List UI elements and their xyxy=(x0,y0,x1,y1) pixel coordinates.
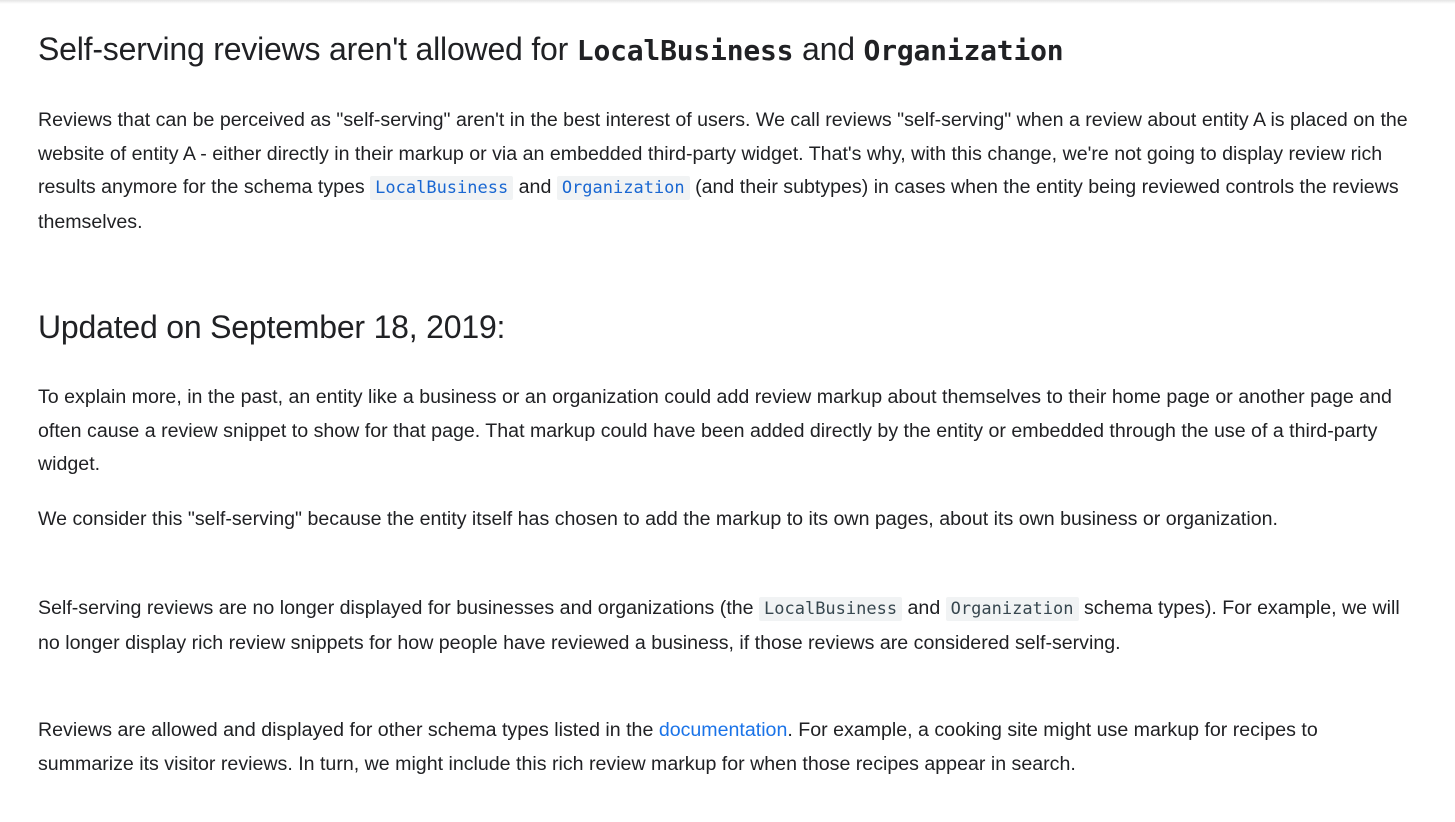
heading-code-organization: Organization xyxy=(863,34,1064,67)
code-link-organization[interactable]: Organization xyxy=(557,176,690,200)
paragraph-no-longer-displayed xyxy=(38,592,1410,660)
code-localbusiness: LocalBusiness xyxy=(759,597,902,621)
code-link-localbusiness[interactable]: LocalBusiness xyxy=(370,176,513,200)
paragraph-reviews-allowed xyxy=(38,714,1410,781)
paragraph-text: and xyxy=(513,176,557,198)
paragraph-text: and xyxy=(902,597,946,619)
section-heading-update: Updated on September 18, 2019: xyxy=(38,309,506,345)
section-heading-self-serving xyxy=(38,29,1418,71)
code-organization: Organization xyxy=(946,597,1079,621)
heading-text-prefix: Self-serving reviews aren't allowed for xyxy=(38,31,577,67)
heading-code-localbusiness: LocalBusiness xyxy=(576,34,794,67)
heading-text-and: and xyxy=(793,31,864,67)
documentation-link[interactable]: documentation xyxy=(658,719,788,741)
paragraph-text: Self-serving reviews are no longer displayed for businesses and organizations (the xyxy=(38,597,760,619)
paragraph-self-serving-definition: We consider this "self-serving" because the entity itself has chosen to add the markup to its own pages, about its own business or organization. xyxy=(38,508,1278,530)
paragraph-text: Reviews that can be perceived as "self-serving" aren't in the best interest of users. We call reviews "self-serving" when a review about entity A is placed on the website of entity A - either directly in their markup or via an embedded third-party widget. That's why, with this change, we're not going to display review rich results anymore for the schema types xyxy=(38,109,1408,198)
top-shadow xyxy=(0,0,1455,4)
paragraph-self-serving-intro xyxy=(38,104,1410,239)
paragraph-text: . For example, a cooking site might use markup for recipes to summarize its visitor reviews. In turn, we might include this rich review markup for when those recipes appear in search. xyxy=(38,719,1318,775)
paragraph-explain-more: To explain more, in the past, an entity like a business or an organization could add review markup about themselves to their home page or another page and often cause a review snippet to show for that page. That markup could have been added directly by the entity or embedded through the use of a third-party widget. xyxy=(38,386,1392,475)
paragraph-text: Reviews are allowed and displayed for other schema types listed in the xyxy=(38,719,659,741)
paragraph-text: (and their subtypes) in cases when the entity being reviewed controls the reviews themselves. xyxy=(38,176,1399,233)
paragraph-text: schema types). For example, we will no longer display rich review snippets for how people have reviewed a business, if those reviews are considered self-serving. xyxy=(38,597,1400,654)
